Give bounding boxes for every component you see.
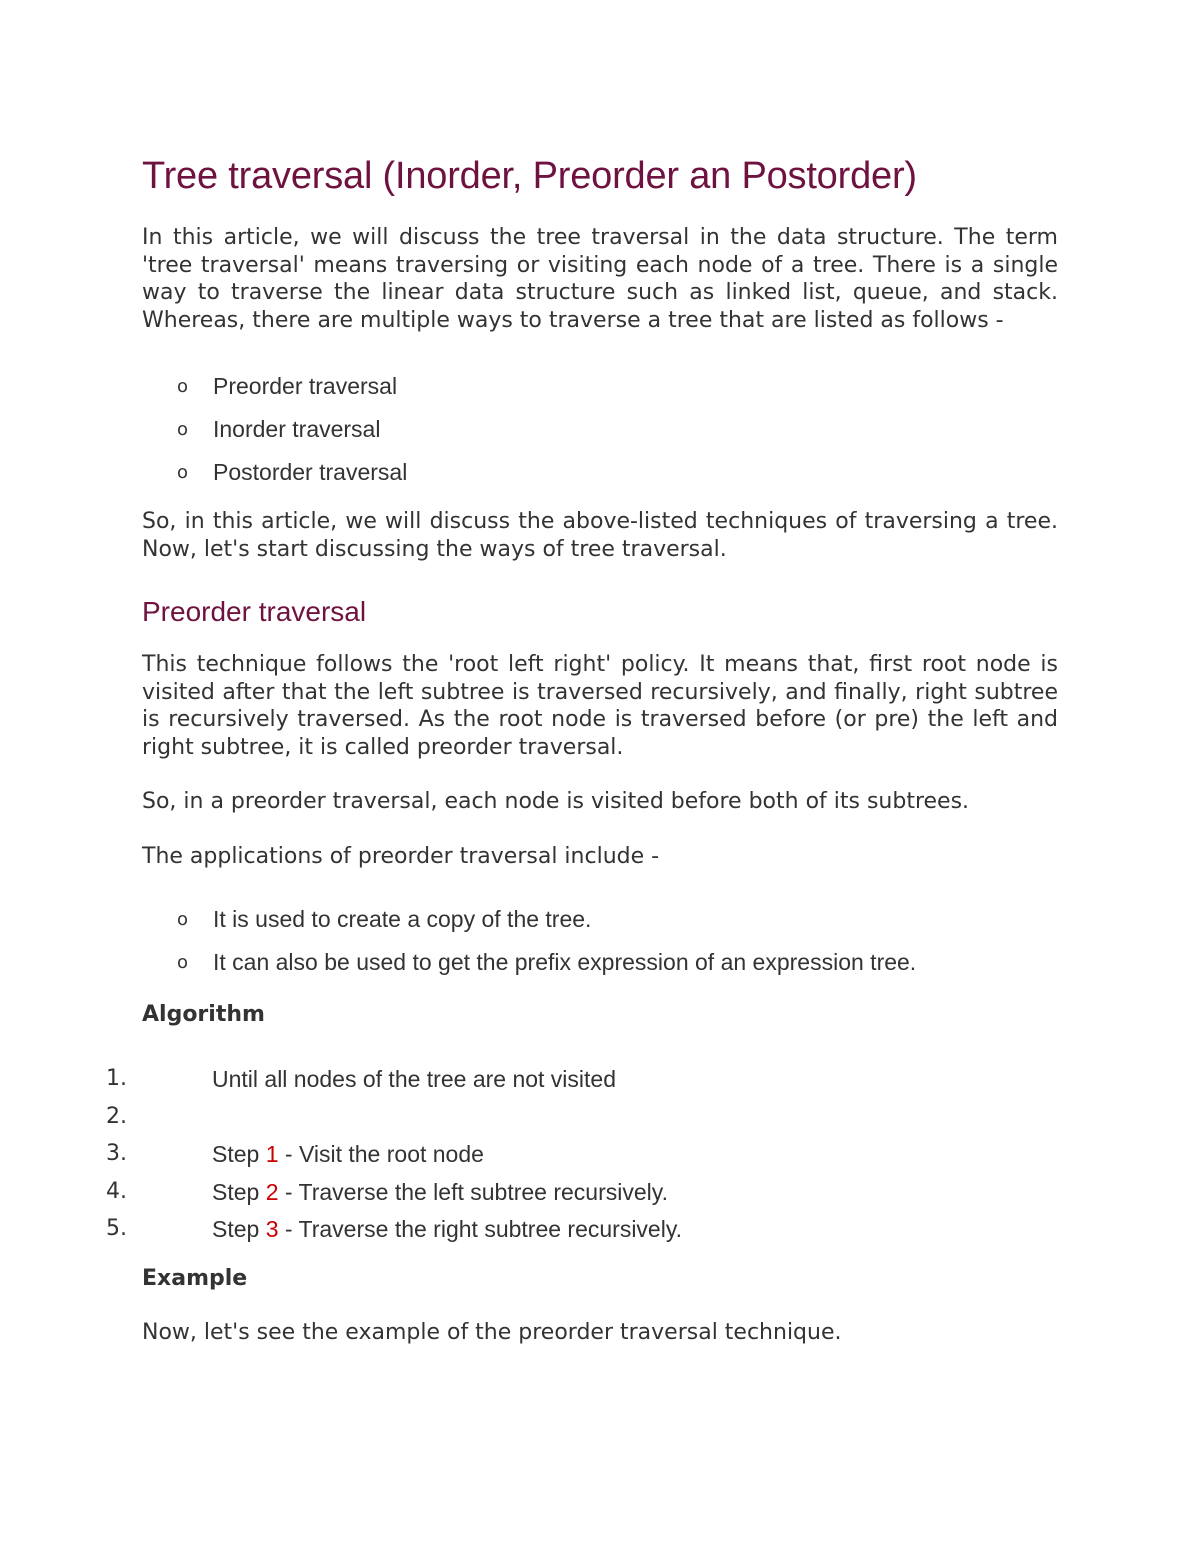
algorithm-line bbox=[106, 1063, 1058, 1101]
bullet-icon: o bbox=[177, 419, 189, 440]
after-list-paragraph: So, in this article, we will discuss the above-listed techniques of traversing a tree. Now, let's start discussing the ways of tree traversal. bbox=[142, 509, 1058, 562]
step-text: - Traverse the left subtree recursively. bbox=[278, 1178, 668, 1205]
line-number: 5. bbox=[106, 1216, 127, 1241]
step-word: Step bbox=[212, 1178, 260, 1205]
list-item bbox=[142, 456, 1058, 499]
list-item-text: Postorder traversal bbox=[213, 459, 408, 485]
line-number: 4. bbox=[106, 1178, 127, 1204]
list-item-text: It can also be used to get the prefix expression of an expression tree. bbox=[213, 949, 917, 975]
list-item-text: Preorder traversal bbox=[213, 373, 398, 399]
list-item-text: Inorder traversal bbox=[213, 416, 381, 442]
document-page bbox=[106, 150, 1058, 1346]
step-text: - Traverse the right subtree recursively. bbox=[278, 1216, 683, 1242]
section-heading-preorder: Preorder traversal bbox=[142, 596, 367, 627]
bullet-icon: o bbox=[177, 909, 189, 930]
list-item bbox=[142, 946, 1058, 989]
applications-intro: The applications of preorder traversal include - bbox=[142, 843, 660, 869]
step-word: Step bbox=[212, 1216, 260, 1242]
traversal-types-list bbox=[142, 370, 1058, 499]
example-heading: Example bbox=[142, 1265, 248, 1291]
step-word: Step bbox=[212, 1141, 260, 1167]
step-text: - Visit the root node bbox=[278, 1141, 484, 1167]
line-number: 2. bbox=[106, 1103, 127, 1129]
algorithm-line bbox=[106, 1176, 1058, 1214]
step-number: 3 bbox=[265, 1216, 279, 1242]
preorder-summary: So, in a preorder traversal, each node is visited before both of its subtrees. bbox=[142, 789, 970, 814]
line-number: 1. bbox=[106, 1066, 127, 1091]
example-paragraph: Now, let's see the example of the preorder traversal technique. bbox=[142, 1319, 842, 1345]
list-item-text: It is used to create a copy of the tree. bbox=[213, 906, 592, 932]
bullet-icon: o bbox=[177, 952, 189, 973]
document-title: Tree traversal (Inorder, Preorder an Postorder) bbox=[142, 155, 917, 197]
list-item bbox=[142, 370, 1058, 413]
preorder-description: This technique follows the 'root left right' policy. It means that, first root node is visited after that the left subtree is traversed recursively, and finally, right subtree is recursively traversed. As the root node is traversed before (or pre) the left and right subtree, it is called preorder traversal. bbox=[142, 652, 1058, 760]
list-item bbox=[142, 413, 1058, 456]
algorithm-heading: Algorithm bbox=[142, 1002, 265, 1027]
algorithm-line bbox=[106, 1138, 1058, 1176]
algorithm-line bbox=[106, 1101, 1058, 1139]
bullet-icon: o bbox=[177, 376, 189, 397]
list-item bbox=[142, 903, 1058, 946]
intro-paragraph: In this article, we will discuss the tree traversal in the data structure. The term 'tree traversal' means traversing or visiting each node of a tree. There is a single way to traverse the linear data structure such as linked list, queue, and stack. Whereas, there are multiple ways to traverse a tree that are listed as follows - bbox=[142, 225, 1058, 333]
algorithm-line-text: Until all nodes of the tree are not visited bbox=[212, 1066, 617, 1092]
step-number: 2 bbox=[265, 1178, 279, 1205]
bullet-icon: o bbox=[177, 462, 189, 483]
algorithm-line bbox=[106, 1213, 1058, 1251]
step-number: 1 bbox=[265, 1141, 279, 1167]
line-number: 3. bbox=[106, 1141, 127, 1166]
algorithm-list bbox=[106, 1063, 1058, 1251]
applications-list bbox=[142, 903, 1058, 989]
